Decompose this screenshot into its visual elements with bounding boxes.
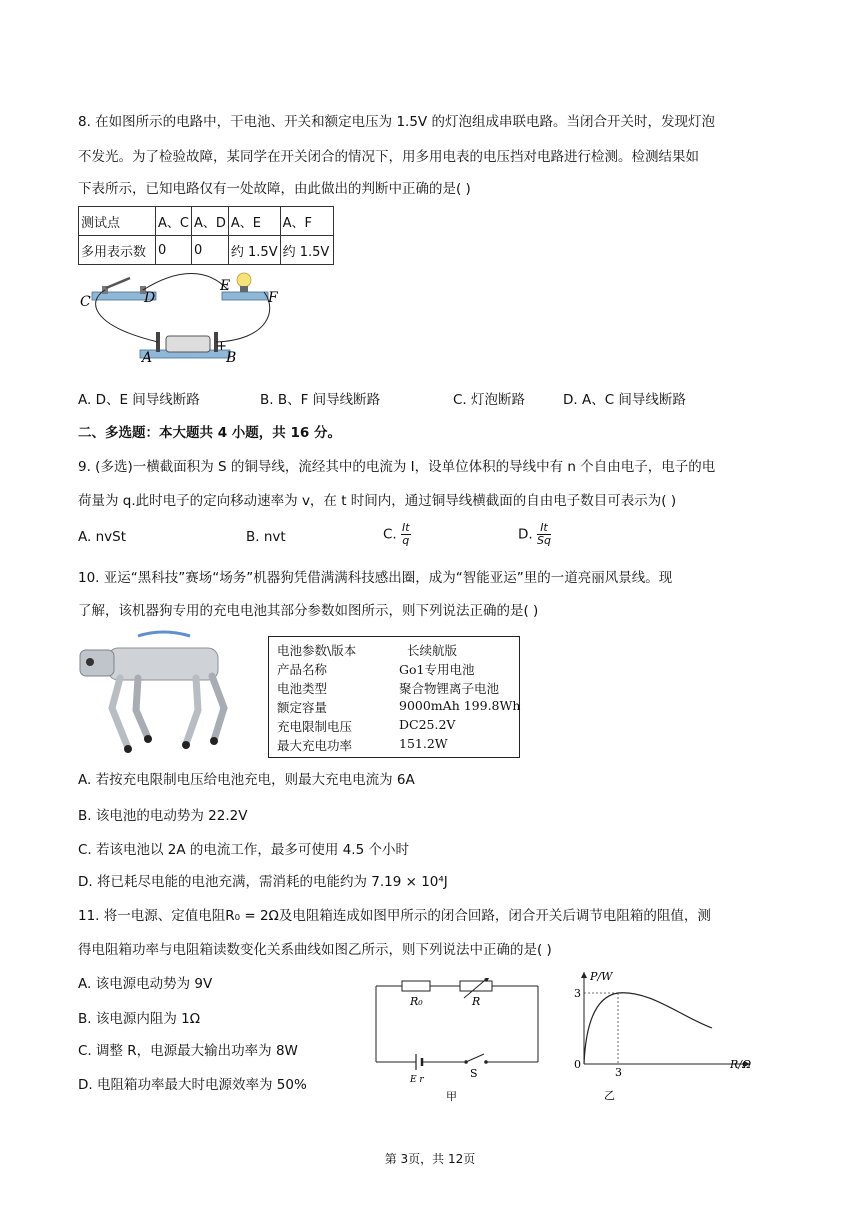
lamp-bulb [237,273,251,287]
label-e: E [220,278,231,294]
robot-handle [138,632,190,636]
param-value: DC25.2V [399,717,456,732]
label-r: R [472,995,481,1008]
q9-option-c-fraction [401,522,411,547]
q10-option-d: D. 将已耗尽电能的电池充满，需消耗的电能约为 7.19 × 10⁴J [78,874,448,890]
robot-camera [86,658,94,666]
q9-option-b: B. nvt [246,529,286,545]
table-header-cell: A、C [156,207,192,236]
resistor-r0 [402,981,430,991]
q11-line-1: 11. 将一电源、定值电阻R₀ = 2Ω及电阻箱连成如图甲所示的闭合回路，闭合开关后调节电阻箱的阻值，测 [78,908,711,924]
label-f: F [268,290,278,306]
fraction-numerator: It [537,522,551,535]
robot-body [108,648,218,680]
wire-d-e [143,274,228,291]
table-header-cell: A、F [280,207,333,236]
lamp-socket [240,286,248,292]
q11-line-2: 得电阻箱功率与电阻箱读数变化关系曲线如图乙所示，则下列说法中正确的是( ) [78,942,552,958]
robot-leg-front-left [112,678,128,748]
q8-option-d: D. A、C 间导线断路 [563,392,686,408]
q10-option-c: C. 若该电池以 2A 的电流工作，最多可使用 4.5 个小时 [78,842,409,858]
y-axis-label: P/W [590,970,613,983]
q9-option-c [383,522,411,547]
fraction-denominator: q [402,534,410,547]
section-heading: 二、多选题：本大题共 4 小题，共 16 分。 [78,425,341,441]
q9-line-1: 9. (多选)一横截面积为 S 的铜导线，流经其中的电流为 I，设单位体积的导线中有 n 个自由电子，电子的电 [78,459,716,475]
robot-leg-front-right [136,678,148,738]
y-tick-label: 3 [574,987,581,1000]
robot-head [80,650,114,676]
param-value: Go1专用电池 [399,662,475,677]
robot-foot [182,741,190,749]
table-row [79,207,334,236]
table-cell: 0 [191,236,228,265]
table-header-cell: 测试点 [79,207,156,236]
label-s: S [470,1067,478,1080]
label-r0: R₀ [410,995,423,1008]
page-number: 第 3页，共 12页 [384,1152,476,1166]
param-name: 最大充电功率 [277,738,353,753]
q11-option-d: D. 电阻箱功率最大时电源效率为 50% [78,1077,307,1093]
table-cell: 0 [156,236,192,265]
q11-option-c: C. 调整 R，电源最大输出功率为 8W [78,1043,298,1059]
table-cell: 多用表示数 [79,236,156,265]
q10-option-b: B. 该电池的电动势为 22.2V [78,808,248,824]
q9-option-d-fraction [537,522,551,547]
q9-option-d [518,522,551,547]
table-header-cell: A、D [191,207,228,236]
q10-option-a: A. 若按充电限制电压给电池充电，则最大充电电流为 6A [78,772,415,788]
q9-option-d-prefix: D. [518,526,533,543]
table-header-cell: A、E [228,207,280,236]
resistor-box-r [460,981,492,991]
q8-option-c: C. 灯泡断路 [453,392,526,408]
switch-blade [466,1054,484,1062]
robot-foot [210,737,218,745]
q11-power-curve-figure [570,968,760,1102]
q8-option-b: B. B、F 间导线断路 [260,392,381,408]
battery-cell [166,336,210,352]
x-axis-label: R/Ω [730,1058,752,1071]
robot-foot [144,735,152,743]
q9-option-a: A. nvSt [78,529,126,545]
label-d: D [144,290,156,306]
robot-leg-rear-right [212,676,224,740]
robot-dog-image [78,628,238,756]
table-cell: 约 1.5V [280,236,333,265]
param-value: 聚合物锂离子电池 [399,681,500,696]
q8-option-a: A. D、E 间导线断路 [78,392,200,408]
q8-line-1: 8. 在如图所示的电路中，干电池、开关和额定电压为 1.5V 的灯泡组成串联电路。当闭合开关时，发现灯泡 [78,114,715,130]
robot-leg-rear-left [186,678,198,744]
label-plus: + [216,339,227,354]
robot-foot [124,745,132,753]
q8-line-3: 下表所示，已知电路仅有一处故障，由此做出的判断中正确的是( ) [78,181,471,197]
q8-circuit-figure [78,270,298,370]
label-b: B [226,350,237,366]
param-name: 充电限制电压 [277,719,353,734]
origin-label: 0 [574,1058,581,1071]
x-tick-label: 3 [615,1066,622,1079]
param-name: 产品名称 [277,662,328,677]
label-c: C [80,294,91,310]
battery-parameter-table [268,636,520,758]
q11-circuit-figure [372,978,544,1102]
table-cell: 约 1.5V [228,236,280,265]
param-value: 长续航版 [407,643,458,658]
fraction-numerator: It [402,521,410,534]
param-value: 9000mAh 199.8Wh [399,698,521,713]
caption-yi: 乙 [604,1089,615,1102]
param-name: 电池类型 [277,681,328,696]
q8-test-table [78,206,334,265]
q11-option-b: B. 该电源内阻为 1Ω [78,1011,201,1027]
y-axis-arrow [581,972,587,978]
param-name: 额定容量 [277,700,328,715]
power-curve [584,993,712,1064]
table-row [79,236,334,265]
param-name: 电池参数\版本 [277,643,357,658]
label-e-r: E r [410,1075,424,1085]
switch-lever [106,278,130,288]
q10-line-2: 了解，该机器狗专用的充电电池其部分参数如图所示，则下列说法正确的是( ) [78,603,539,619]
q8-line-2: 不发光。为了检验故障，某同学在开关闭合的情况下，用多用电表的电压挡对电路进行检测。检测结果如 [78,149,699,165]
q10-line-1: 10. 亚运“黑科技”赛场“场务”机器狗凭借满满科技感出圈，成为“智能亚运”里的一道亮丽风景线。现 [78,570,673,586]
q9-line-2: 荷量为 q.此时电子的定向移动速率为 v，在 t 时间内，通过铜导线横截面的自由电子数目可表示为( ) [78,493,677,509]
caption-jia: 甲 [446,1090,457,1102]
q11-option-a: A. 该电源电动势为 9V [78,976,213,992]
fraction-denominator: Sq [536,534,551,547]
label-a: A [142,350,153,366]
q9-option-c-prefix: C. [383,526,397,543]
param-value: 151.2W [399,736,448,751]
